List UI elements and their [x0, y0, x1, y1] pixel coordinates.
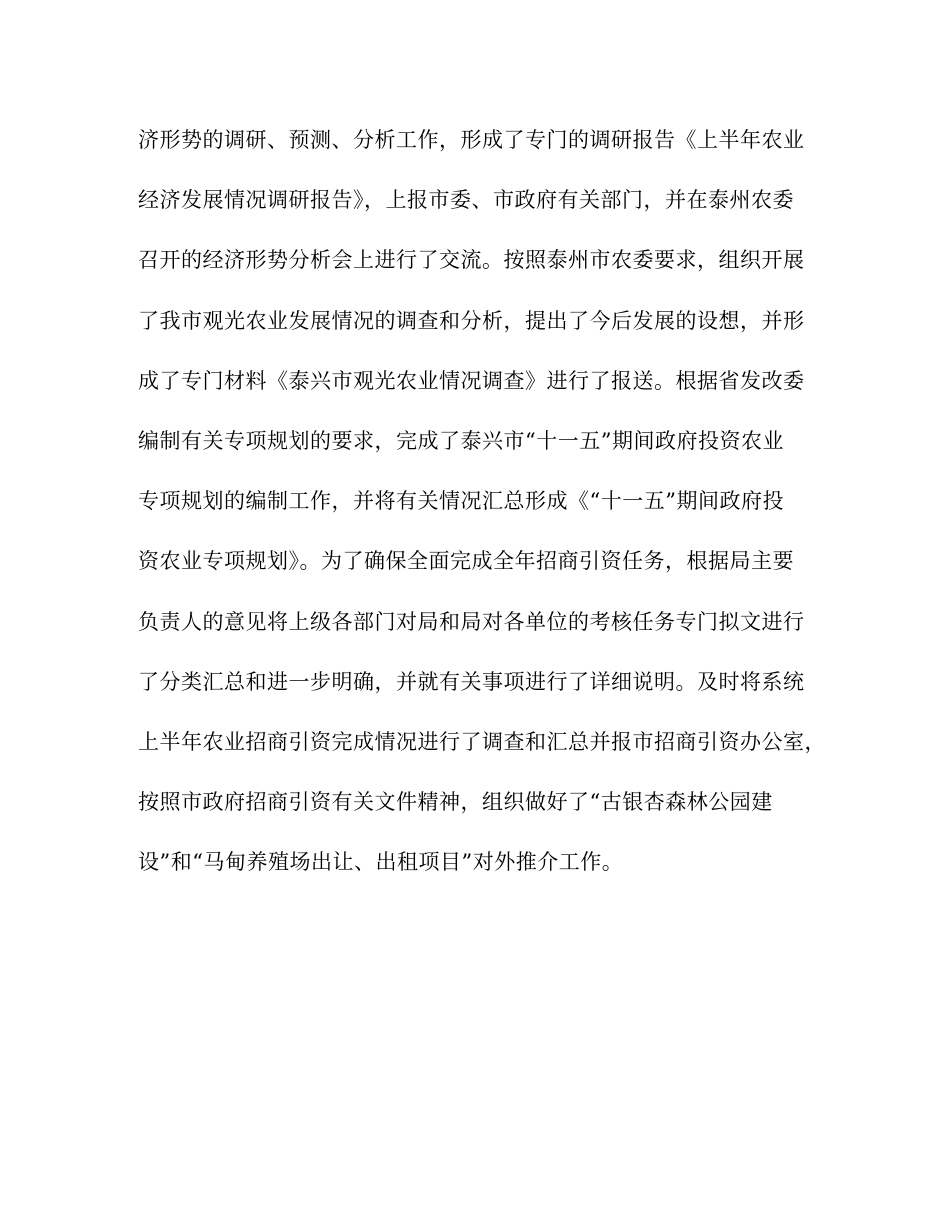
text-line: 经济发展情况调研报告》，上报市委、市政府有关部门，并在泰州农委	[138, 188, 794, 213]
text-line: 专项规划的编制工作，并将有关情况汇总形成《“十一五”期间政府投	[138, 489, 784, 514]
text-line: 了我市观光农业发展情况的调查和分析，提出了今后发展的设想，并形	[138, 308, 805, 333]
text-line: 编制有关专项规划的要求，完成了泰兴市“十一五”期间政府投资农业	[138, 428, 784, 453]
text-line: 设”和“马甸养殖场出让、出租项目”对外推介工作。	[138, 850, 624, 875]
text-line: 资农业专项规划》。为了确保全面完成全年招商引资任务，根据局主要	[138, 549, 794, 574]
text-line: 了分类汇总和进一步明确，并就有关事项进行了详细说明。及时将系统	[138, 669, 805, 694]
text-line: 负责人的意见将上级各部门对局和局对各单位的考核任务专门拟文进行	[138, 609, 805, 634]
text-line: 按照市政府招商引资有关文件精神，组织做好了“古银杏森林公园建	[138, 790, 773, 815]
text-line: 成了专门材料《泰兴市观光农业情况调查》进行了报送。根据省发改委	[138, 368, 805, 393]
text-line: 济形势的调研、预测、分析工作，形成了专门的调研报告《上半年农业	[138, 128, 805, 152]
text-line: 召开的经济形势分析会上进行了交流。按照泰州市农委要求，组织开展	[138, 248, 805, 273]
text-line: 上半年农业招商引资完成情况进行了调查和汇总并报市招商引资办公室，	[138, 729, 826, 754]
body-paragraph	[138, 124, 838, 906]
